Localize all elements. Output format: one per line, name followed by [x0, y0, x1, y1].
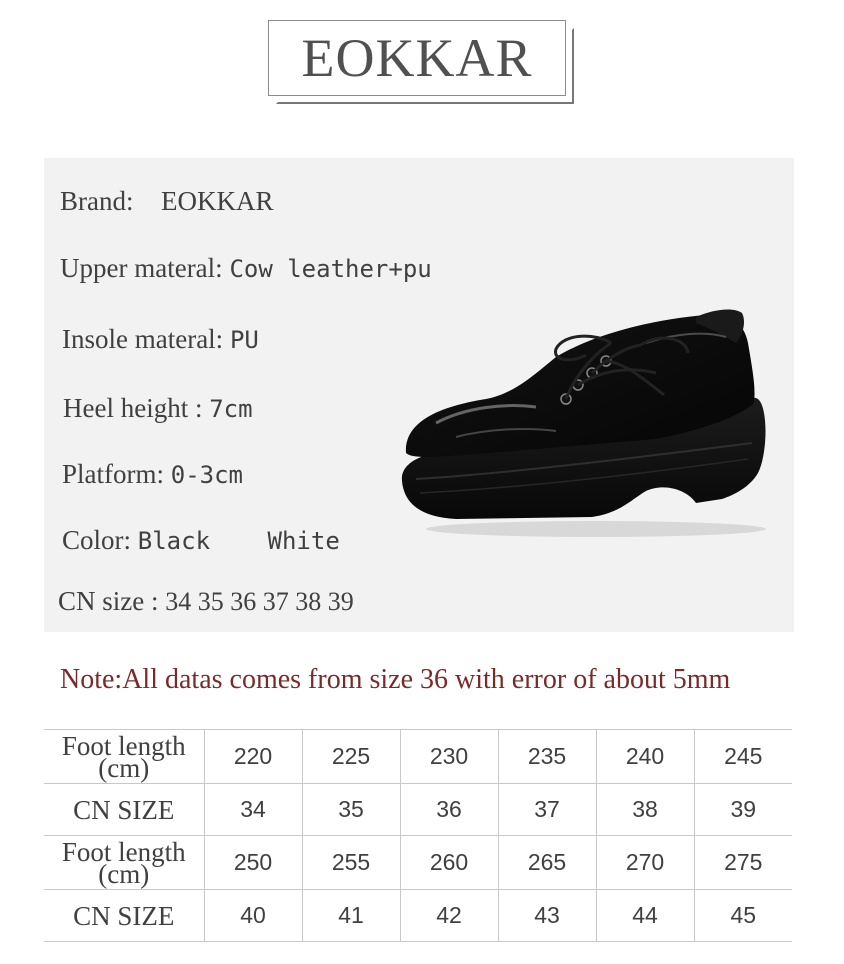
table-cell: 36 — [400, 784, 498, 836]
table-cell: 34 — [204, 784, 302, 836]
spec-panel — [44, 158, 794, 632]
row-header: CN SIZE — [44, 890, 204, 942]
spec-insole — [62, 324, 259, 355]
insole-label: Insole materal: — [62, 324, 224, 354]
upper-label: Upper materal: — [60, 253, 223, 283]
spec-platform — [62, 459, 243, 490]
color-value-white: White — [267, 527, 340, 555]
logo-text: EOKKAR — [301, 28, 533, 88]
spec-size — [58, 586, 354, 617]
table-cell: 275 — [694, 836, 792, 890]
table-row — [44, 836, 792, 890]
table-cell: 270 — [596, 836, 694, 890]
table-cell: 44 — [596, 890, 694, 942]
logo-box — [268, 20, 566, 96]
table-cell: 42 — [400, 890, 498, 942]
insole-value: PU — [229, 326, 259, 354]
table-cell: 230 — [400, 730, 498, 784]
upper-value: Cow leather+pu — [229, 255, 432, 283]
spec-brand — [60, 186, 274, 217]
measurement-note: Note:All datas comes from size 36 with error of about 5mm — [60, 664, 731, 695]
row-header: CN SIZE — [44, 784, 204, 836]
brand-value: EOKKAR — [161, 186, 274, 216]
spec-heel — [63, 393, 253, 424]
size-chart-table — [44, 729, 792, 942]
table-row — [44, 784, 792, 836]
table-row — [44, 890, 792, 942]
table-cell: 45 — [694, 890, 792, 942]
brand-logo — [268, 20, 574, 104]
table-cell: 240 — [596, 730, 694, 784]
table-cell: 43 — [498, 890, 596, 942]
table-cell: 260 — [400, 836, 498, 890]
table-cell: 235 — [498, 730, 596, 784]
table-cell: 38 — [596, 784, 694, 836]
table-cell: 40 — [204, 890, 302, 942]
table-cell: 265 — [498, 836, 596, 890]
table-cell: 250 — [204, 836, 302, 890]
table-cell: 220 — [204, 730, 302, 784]
row-header: Foot length (cm) — [44, 730, 204, 784]
platform-label: Platform: — [62, 459, 164, 489]
table-cell: 37 — [498, 784, 596, 836]
size-value: 34 35 36 37 38 39 — [165, 587, 354, 616]
heel-value: 7cm — [209, 395, 253, 423]
table-cell: 41 — [302, 890, 400, 942]
table-cell: 255 — [302, 836, 400, 890]
spec-upper — [60, 253, 432, 284]
row-header: Foot length (cm) — [44, 836, 204, 890]
color-label: Color: — [62, 525, 132, 555]
size-label: CN size : — [58, 586, 159, 616]
spec-color — [62, 525, 340, 556]
brand-label: Brand: — [60, 186, 134, 216]
shoe-image — [396, 303, 776, 543]
table-cell: 35 — [302, 784, 400, 836]
table-cell: 245 — [694, 730, 792, 784]
table-cell: 39 — [694, 784, 792, 836]
color-value-black: Black — [137, 527, 211, 555]
platform-value: 0-3cm — [170, 461, 243, 489]
heel-label: Heel height : — [63, 393, 203, 423]
table-cell: 225 — [302, 730, 400, 784]
table-row — [44, 730, 792, 784]
